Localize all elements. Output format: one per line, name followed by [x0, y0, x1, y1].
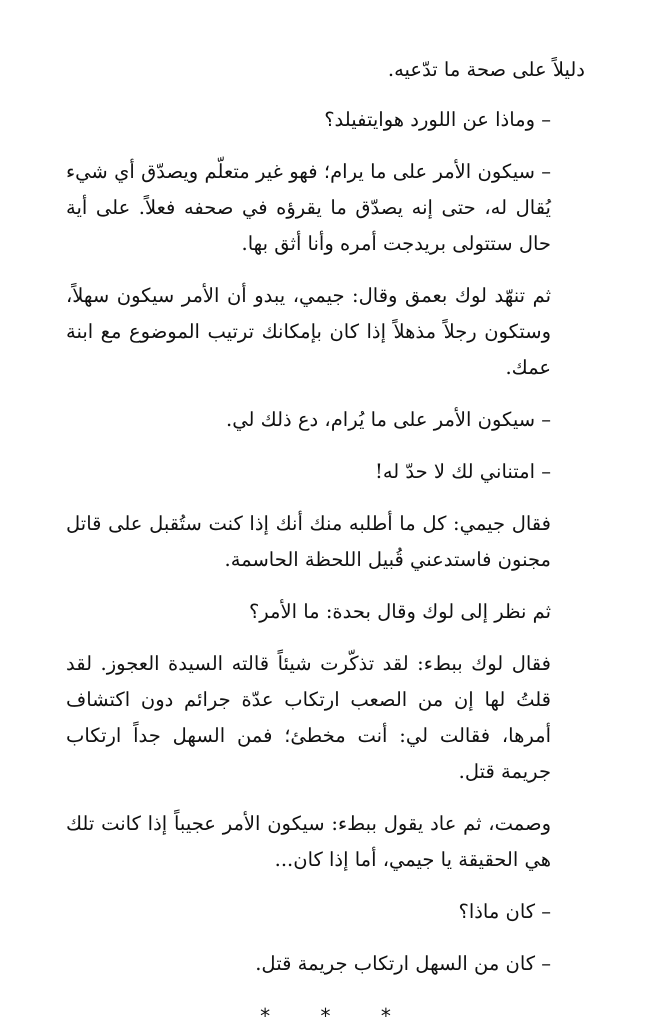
dialogue-line: – امتناني لك لا حدّ له!	[374, 460, 551, 483]
paragraph: فقال لوك ببطء: لقد تذكّرت شيئاً قالته السيدة العجوز. لقد قلتُ لها إن من الصعب ارتكاب عدّة جرائم دون اكتشاف أمرها، فقالت لي: أنت مخطئ؛ فمن السهل جداً ارتكاب جريمة قتل.	[66, 652, 551, 783]
paragraph: وصمت، ثم عاد يقول ببطء: سيكون الأمر عجيباً إذا كانت تلك هي الحقيقة يا جيمي، أما إذا كان...	[66, 812, 551, 871]
dialogue-line: – كان ماذا؟	[458, 900, 551, 923]
dialogue-line: – وماذا عن اللورد هوايتفيلد؟	[324, 108, 551, 131]
section-break-ornament: * * *	[260, 1004, 413, 1028]
dialogue-line: – سيكون الأمر على ما يُرام، دع ذلك لي.	[226, 408, 551, 431]
paragraph: فقال جيمي: كل ما أطلبه منك أنك إذا كنت ستُقبل على قاتل مجنون فاستدعني قُبيل اللحظة الحاسمة.	[66, 512, 551, 571]
paragraph: ثم نظر إلى لوك وقال بحدة: ما الأمر؟	[248, 600, 551, 623]
paragraph: ثم تنهّد لوك بعمق وقال: جيمي، يبدو أن الأمر سيكون سهلاً، وستكون رجلاً مذهلاً إذا كان بإمكانك ترتيب الموضوع مع ابنة عمك.	[66, 284, 551, 379]
paragraph-continuation: دليلاً على صحة ما تدّعيه.	[387, 58, 585, 81]
dialogue-line: – كان من السهل ارتكاب جريمة قتل.	[255, 952, 551, 975]
dialogue-line: – سيكون الأمر على ما يرام؛ فهو غير متعلّم ويصدّق أي شيء يُقال له، حتى إنه يصدّق ما يقرؤه في صحفه فعلاً. على أية حال ستتولى بريدجت أمره وأنا أثق بها.	[66, 160, 551, 255]
